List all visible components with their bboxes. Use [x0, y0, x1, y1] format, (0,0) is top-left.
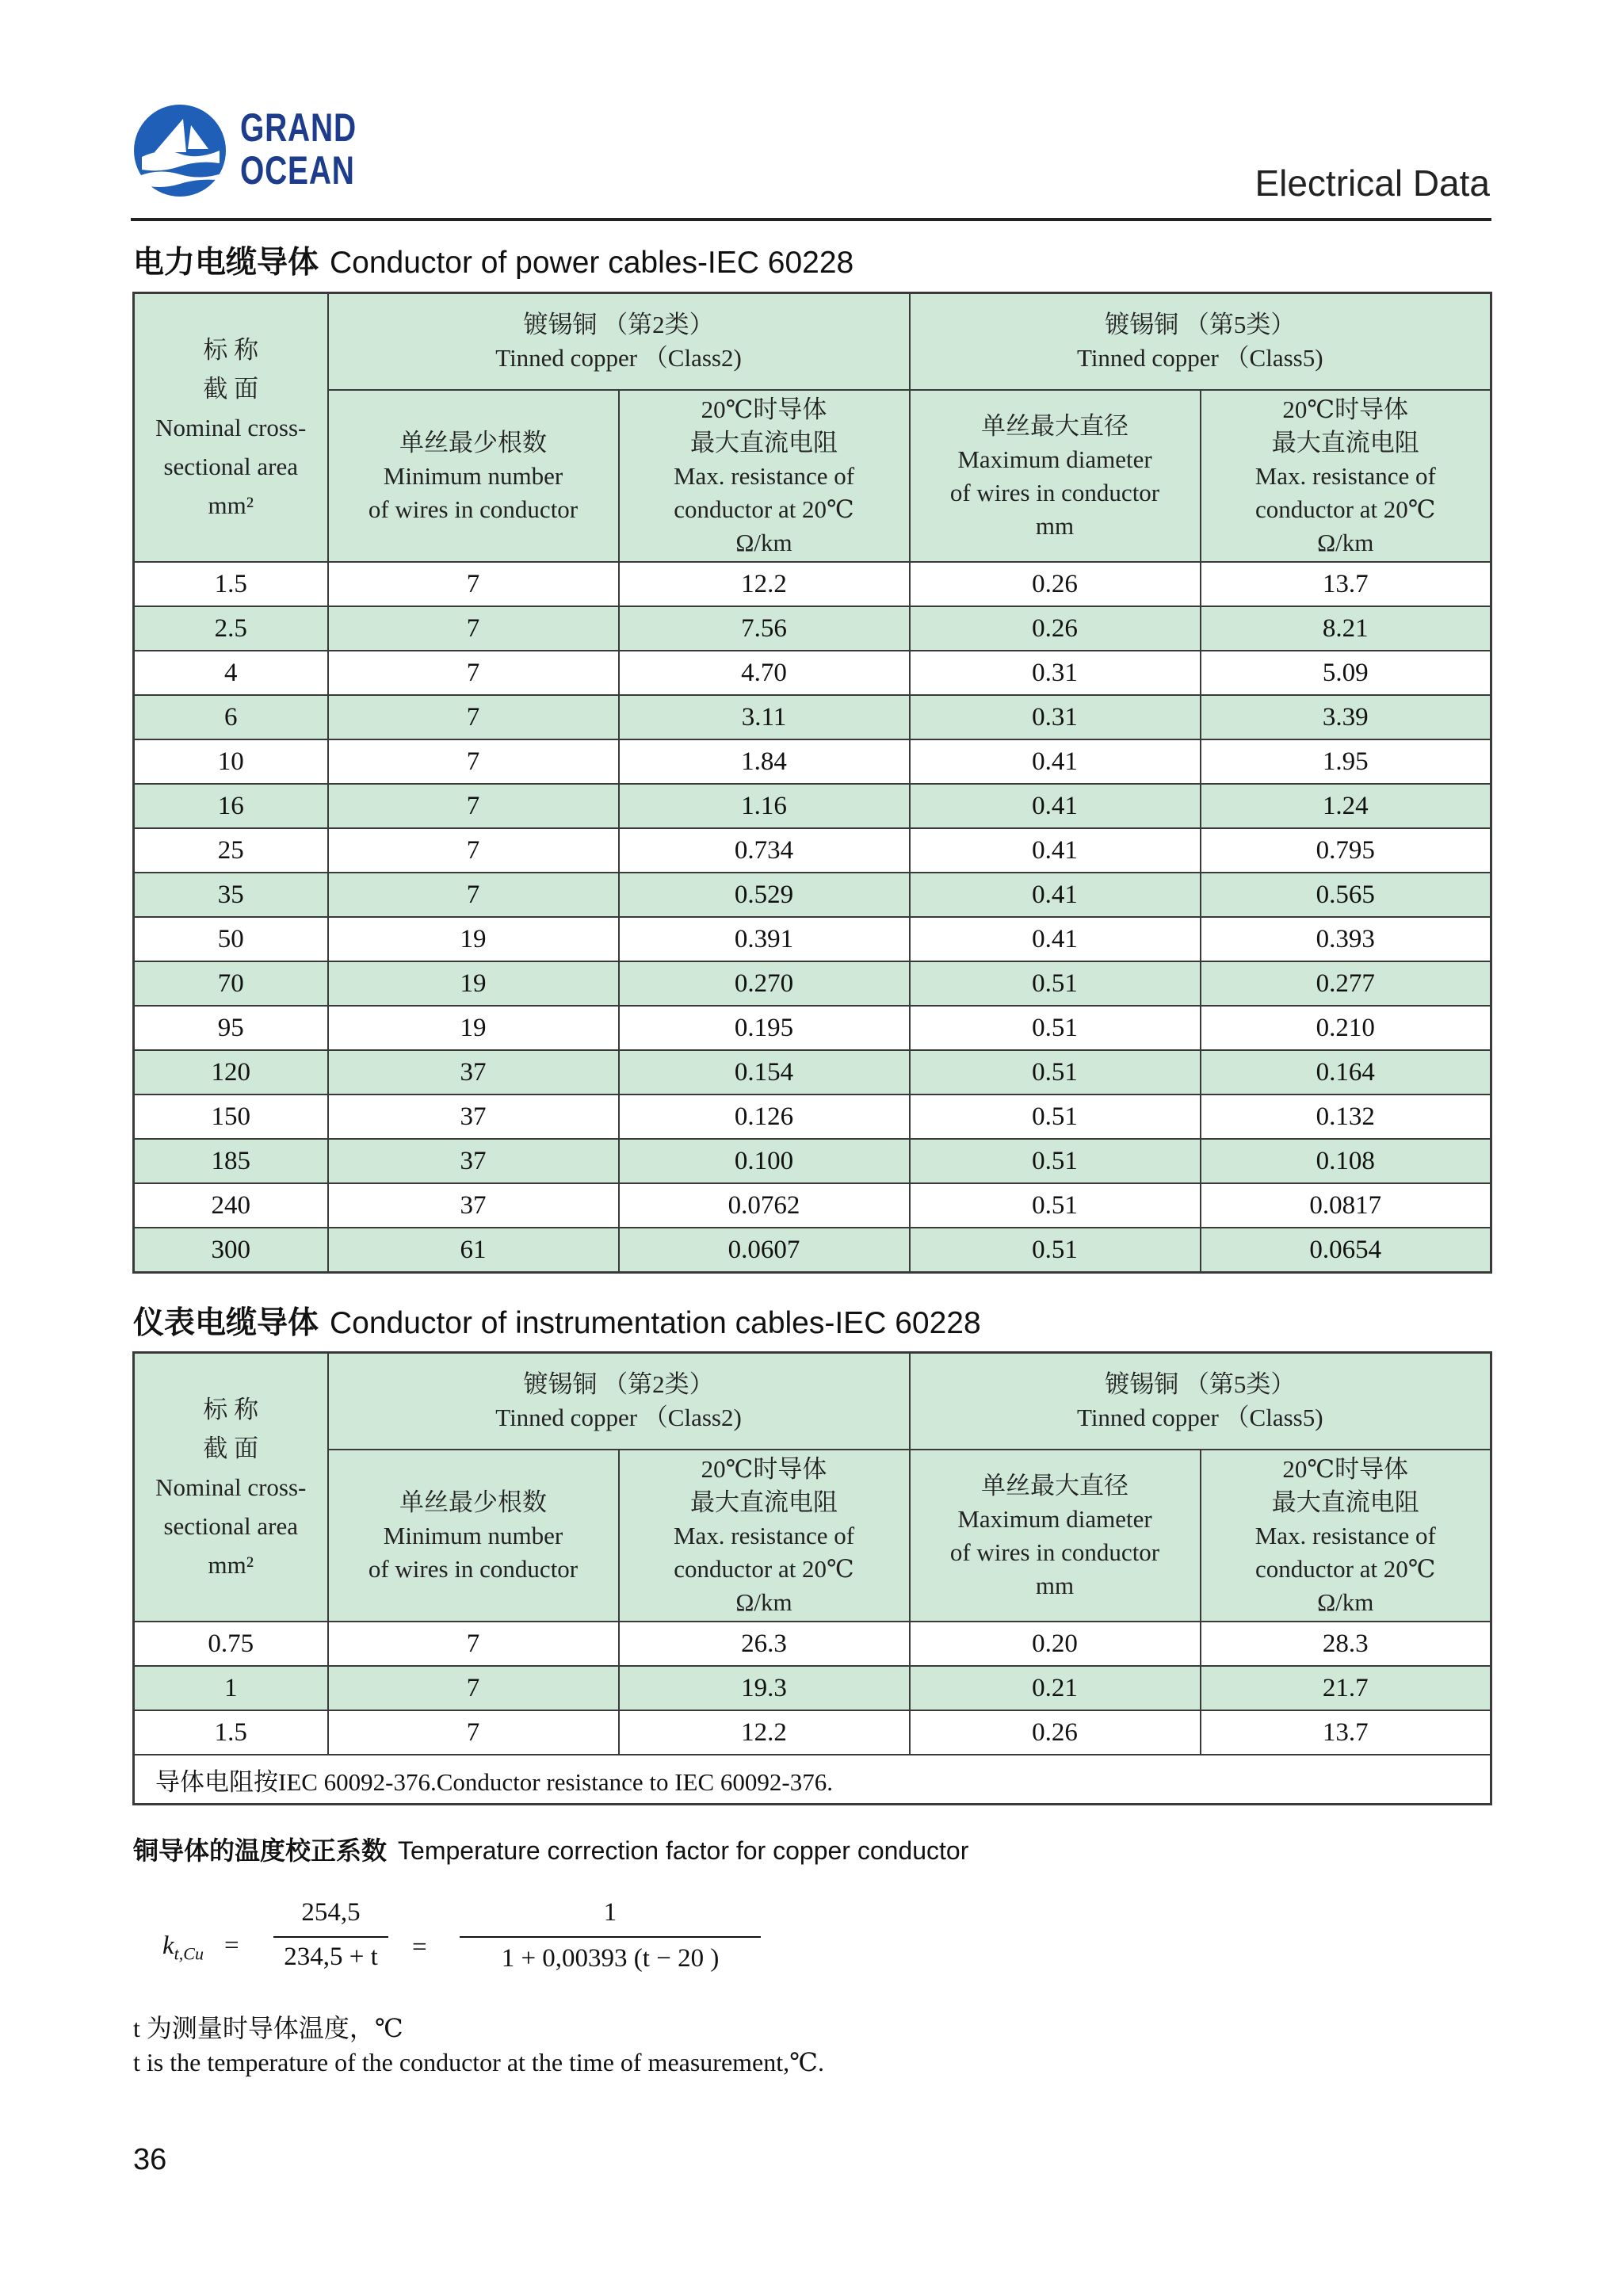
formula-equals-2: =: [412, 1933, 427, 1962]
max-resistance-class2-cell: 1.16: [619, 784, 910, 828]
formula-fraction-1: [273, 1898, 388, 1972]
correction-formula: [162, 1898, 796, 2009]
max-resistance-class2-cell: 1.84: [619, 739, 910, 784]
instrumentation-title-en: Conductor of instrumentation cables-IEC 60228: [330, 1306, 981, 1340]
max-resistance-class5-cell: 0.565: [1201, 873, 1491, 917]
max-resistance-class2-header: 20℃时导体 最大直流电阻 Max. resistance of conductor at 20℃ Ω/km: [619, 390, 910, 562]
min-wires-cell: 7: [328, 1710, 619, 1755]
min-wires-cell: 7: [328, 739, 619, 784]
max-diameter-cell: 0.31: [910, 651, 1201, 695]
power-title-cn: 电力电缆导体: [133, 246, 319, 280]
company-logo: [131, 101, 357, 204]
max-resistance-class2-cell: 4.70: [619, 651, 910, 695]
nominal-area-header: 标 称 截 面 Nominal cross- sectional area mm²: [134, 1353, 328, 1622]
max-resistance-class5-header: 20℃时导体 最大直流电阻 Max. resistance of conductor at 20℃ Ω/km: [1201, 1450, 1491, 1622]
fraction-1-denominator: 234,5 + t: [284, 1943, 378, 1971]
max-diameter-cell: 0.21: [910, 1666, 1201, 1710]
min-wires-cell: 7: [328, 651, 619, 695]
power-table-body: [134, 562, 1491, 1273]
max-resistance-class2-cell: 0.734: [619, 828, 910, 873]
max-resistance-class5-cell: 0.164: [1201, 1050, 1491, 1095]
nominal-area-cell: 25: [134, 828, 328, 873]
max-diameter-cell: 0.51: [910, 1228, 1201, 1273]
max-diameter-cell: 0.41: [910, 917, 1201, 961]
temperature-title-en: Temperature correction factor for copper conductor: [398, 1836, 969, 1865]
max-resistance-class5-cell: 28.3: [1201, 1622, 1491, 1666]
max-diameter-cell: 0.31: [910, 695, 1201, 739]
min-wires-cell: 7: [328, 1666, 619, 1710]
power-conductor-table: [132, 292, 1492, 1274]
min-wires-cell: 7: [328, 1622, 619, 1666]
max-resistance-class2-cell: 0.391: [619, 917, 910, 961]
brand-name: [240, 106, 357, 192]
max-resistance-class2-cell: 3.11: [619, 695, 910, 739]
max-resistance-class5-cell: 5.09: [1201, 651, 1491, 695]
instrumentation-title-cn: 仪表电缆导体: [133, 1306, 319, 1340]
nominal-area-cell: 10: [134, 739, 328, 784]
temperature-title-cn: 铜导体的温度校正系数: [133, 1836, 388, 1865]
max-diameter-cell: 0.26: [910, 1710, 1201, 1755]
nominal-area-cell: 240: [134, 1183, 328, 1228]
min-wires-cell: 7: [328, 784, 619, 828]
max-diameter-cell: 0.20: [910, 1622, 1201, 1666]
fraction-2-denominator: 1 + 0,00393 (t − 20 ): [501, 1944, 720, 1973]
max-diameter-cell: 0.41: [910, 873, 1201, 917]
table-row: [134, 739, 1491, 784]
max-diameter-cell: 0.41: [910, 739, 1201, 784]
formula-equals-1: =: [224, 1931, 239, 1960]
formula-fraction-2: [460, 1898, 761, 1973]
class2-group-header: 镀锡铜 （第2类） Tinned copper （Class2): [328, 1353, 910, 1450]
max-resistance-class2-cell: 0.154: [619, 1050, 910, 1095]
max-diameter-cell: 0.51: [910, 1006, 1201, 1050]
table-row: [134, 1139, 1491, 1183]
min-wires-cell: 7: [328, 828, 619, 873]
max-resistance-class2-cell: 0.100: [619, 1139, 910, 1183]
max-resistance-class2-cell: 0.529: [619, 873, 910, 917]
max-diameter-cell: 0.51: [910, 1050, 1201, 1095]
class5-group-header: 镀锡铜 （第5类） Tinned copper （Class5): [910, 293, 1491, 391]
nominal-area-cell: 1: [134, 1666, 328, 1710]
min-wires-cell: 19: [328, 917, 619, 961]
max-resistance-class2-cell: 12.2: [619, 1710, 910, 1755]
max-resistance-class5-cell: 1.24: [1201, 784, 1491, 828]
min-wires-cell: 37: [328, 1095, 619, 1139]
nominal-area-cell: 300: [134, 1228, 328, 1273]
fraction-2-numerator: 1: [460, 1898, 761, 1938]
power-title-en: Conductor of power cables-IEC 60228: [330, 246, 854, 280]
min-wires-cell: 61: [328, 1228, 619, 1273]
max-resistance-class5-cell: 0.277: [1201, 961, 1491, 1006]
max-resistance-class2-cell: 0.0762: [619, 1183, 910, 1228]
formula-k-symbol: $k_{t,Cu}$: [162, 1931, 204, 1964]
min-wires-cell: 7: [328, 606, 619, 651]
page-number: 36: [133, 2143, 167, 2176]
min-wires-cell: 7: [328, 695, 619, 739]
nominal-area-cell: 120: [134, 1050, 328, 1095]
ship-wave-logo-icon: [131, 101, 234, 204]
max-resistance-class5-cell: 13.7: [1201, 562, 1491, 606]
table-row: [134, 1006, 1491, 1050]
nominal-area-cell: 185: [134, 1139, 328, 1183]
max-diameter-cell: 0.41: [910, 828, 1201, 873]
nominal-area-cell: 35: [134, 873, 328, 917]
table-row: [134, 606, 1491, 651]
table-row: [134, 1710, 1491, 1755]
max-diameter-cell: 0.51: [910, 961, 1201, 1006]
table-row: [134, 873, 1491, 917]
max-resistance-class5-cell: 0.795: [1201, 828, 1491, 873]
max-resistance-class5-cell: 0.108: [1201, 1139, 1491, 1183]
class5-group-header: 镀锡铜 （第5类） Tinned copper （Class5): [910, 1353, 1491, 1450]
nominal-area-cell: 50: [134, 917, 328, 961]
max-resistance-class2-cell: 0.195: [619, 1006, 910, 1050]
max-resistance-class5-cell: 0.0654: [1201, 1228, 1491, 1273]
nominal-area-cell: 16: [134, 784, 328, 828]
header-divider: [131, 218, 1491, 221]
table-row: [134, 961, 1491, 1006]
table-row: [134, 1095, 1491, 1139]
max-resistance-class5-cell: 13.7: [1201, 1710, 1491, 1755]
max-diameter-cell: 0.41: [910, 784, 1201, 828]
nominal-area-cell: 1.5: [134, 1710, 328, 1755]
table-row: [134, 917, 1491, 961]
nominal-area-cell: 1.5: [134, 562, 328, 606]
nominal-area-cell: 95: [134, 1006, 328, 1050]
table-row: [134, 784, 1491, 828]
min-wires-header: 单丝最少根数 Minimum number of wires in conductor: [328, 390, 619, 562]
nominal-area-cell: 150: [134, 1095, 328, 1139]
max-resistance-class2-header: 20℃时导体 最大直流电阻 Max. resistance of conductor at 20℃ Ω/km: [619, 1450, 910, 1622]
max-diameter-cell: 0.51: [910, 1095, 1201, 1139]
min-wires-header: 单丝最少根数 Minimum number of wires in conductor: [328, 1450, 619, 1622]
max-resistance-class2-cell: 0.0607: [619, 1228, 910, 1273]
min-wires-cell: 19: [328, 1006, 619, 1050]
fraction-1-numerator: 254,5: [273, 1898, 388, 1938]
brand-line-2: OCEAN: [240, 148, 355, 193]
page-title: Electrical Data: [1254, 162, 1490, 204]
table-row: [134, 1622, 1491, 1666]
max-diameter-cell: 0.26: [910, 606, 1201, 651]
max-diameter-header: 单丝最大直径 Maximum diameter of wires in conductor mm: [910, 1450, 1201, 1622]
max-resistance-class2-cell: 7.56: [619, 606, 910, 651]
min-wires-cell: 19: [328, 961, 619, 1006]
max-resistance-class5-cell: 21.7: [1201, 1666, 1491, 1710]
temperature-correction-title: [133, 1831, 968, 1867]
min-wires-cell: 7: [328, 562, 619, 606]
table-note: 导体电阻按IEC 60092-376.Conductor resistance to IEC 60092-376.: [134, 1755, 1491, 1805]
table-row: [134, 695, 1491, 739]
max-diameter-cell: 0.26: [910, 562, 1201, 606]
class2-group-header: 镀锡铜 （第2类） Tinned copper （Class2): [328, 293, 910, 391]
max-resistance-class5-cell: 0.393: [1201, 917, 1491, 961]
power-section-title: [133, 238, 854, 282]
temperature-note-en: t is the temperature of the conductor at the time of measurement,℃.: [133, 2048, 824, 2076]
max-resistance-class2-cell: 12.2: [619, 562, 910, 606]
max-resistance-class2-cell: 0.126: [619, 1095, 910, 1139]
table-row: [134, 562, 1491, 606]
max-resistance-class5-cell: 8.21: [1201, 606, 1491, 651]
max-resistance-class5-cell: 0.132: [1201, 1095, 1491, 1139]
max-resistance-class2-cell: 19.3: [619, 1666, 910, 1710]
min-wires-cell: 7: [328, 873, 619, 917]
table-row: [134, 651, 1491, 695]
nominal-area-cell: 6: [134, 695, 328, 739]
table-row: [134, 1050, 1491, 1095]
max-diameter-cell: 0.51: [910, 1183, 1201, 1228]
table-row: [134, 1228, 1491, 1273]
min-wires-cell: 37: [328, 1183, 619, 1228]
max-resistance-class5-header: 20℃时导体 最大直流电阻 Max. resistance of conductor at 20℃ Ω/km: [1201, 390, 1491, 562]
table-row: [134, 828, 1491, 873]
max-resistance-class5-cell: 0.0817: [1201, 1183, 1491, 1228]
max-resistance-class2-cell: 0.270: [619, 961, 910, 1006]
nominal-area-cell: 0.75: [134, 1622, 328, 1666]
table-row: [134, 1183, 1491, 1228]
nominal-area-cell: 2.5: [134, 606, 328, 651]
temperature-note-cn: t 为测量时导体温度，℃: [133, 2014, 403, 2042]
brand-line-1: GRAND: [240, 105, 357, 150]
max-resistance-class5-cell: 3.39: [1201, 695, 1491, 739]
max-resistance-class5-cell: 0.210: [1201, 1006, 1491, 1050]
table-note-row: [134, 1755, 1491, 1805]
table-row: [134, 1666, 1491, 1710]
max-resistance-class5-cell: 1.95: [1201, 739, 1491, 784]
nominal-area-cell: 4: [134, 651, 328, 695]
instrumentation-table-body: [134, 1622, 1491, 1805]
max-resistance-class2-cell: 26.3: [619, 1622, 910, 1666]
max-diameter-header: 单丝最大直径 Maximum diameter of wires in conductor mm: [910, 390, 1201, 562]
instrumentation-section-title: [133, 1298, 981, 1343]
min-wires-cell: 37: [328, 1139, 619, 1183]
nominal-area-cell: 70: [134, 961, 328, 1006]
instrumentation-conductor-table: [132, 1351, 1492, 1805]
min-wires-cell: 37: [328, 1050, 619, 1095]
nominal-area-header: 标 称 截 面 Nominal cross- sectional area mm²: [134, 293, 328, 563]
max-diameter-cell: 0.51: [910, 1139, 1201, 1183]
